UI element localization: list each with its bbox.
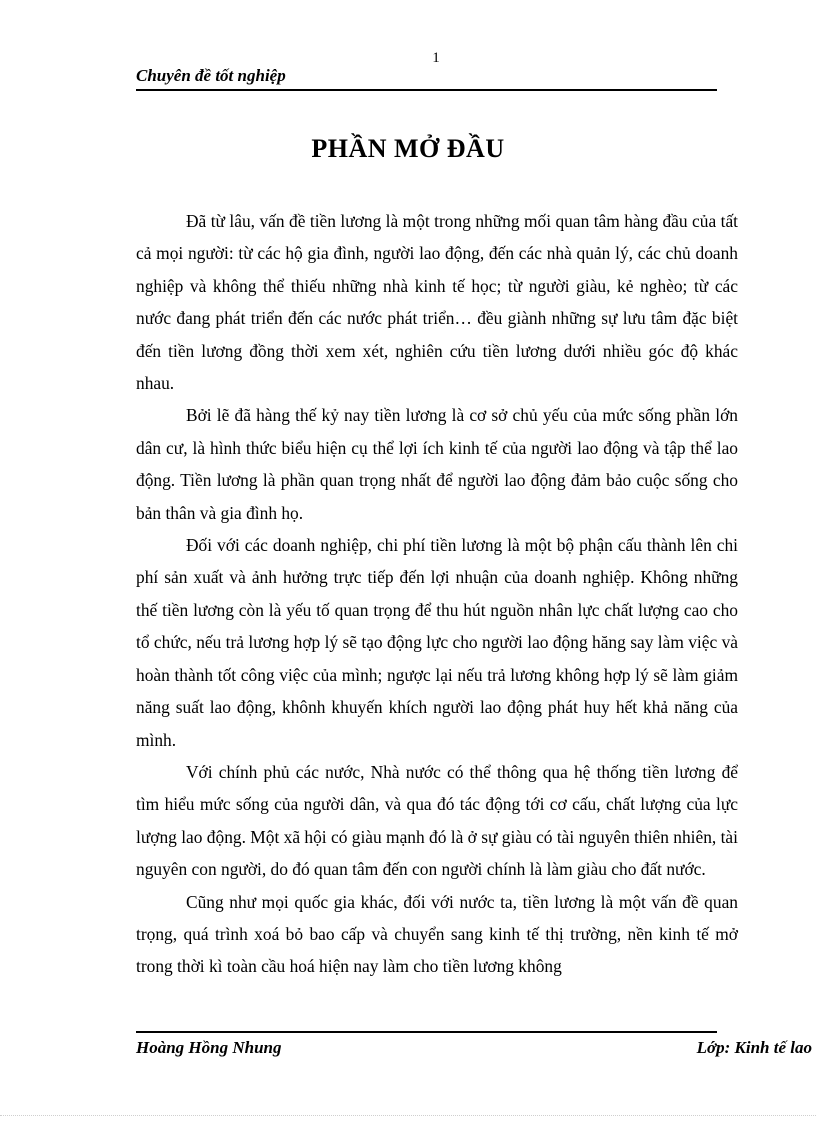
paragraph-2: Bởi lẽ đã hàng thế kỷ nay tiền lương là cơ sở chủ yếu của mức sống phần lớn dân cư, là hình thức biểu hiện cụ thể lợi ích kinh tế của người lao động và tập thể lao động. Tiền lương là phần quan trọng nhất để người lao động đảm bảo cuộc sống cho bản thân và gia đình họ. — [136, 405, 738, 523]
paragraph-4: Với chính phủ các nước, Nhà nước có thể thông qua hệ thống tiền lương để tìm hiểu mức sống của người dân, và qua đó tác động tới cơ cấu, chất lượng của lực lượng lao động. Một xã hội có giàu mạnh đó là ở sự giàu có tài nguyên thiên nhiên, tài nguyên con người, do đó quan tâm đến con người chính là làm giàu cho đất nước. — [136, 761, 738, 880]
header-title: Chuyên đề tốt nghiệp — [136, 66, 286, 85]
footer-divider — [136, 1031, 717, 1033]
page-edge-divider — [0, 1115, 816, 1116]
section-title: PHẦN MỞ ĐẦU — [311, 134, 505, 163]
footer-class-label: Lớp: Kinh tế lao — [696, 1038, 812, 1057]
paragraph-5: Cũng như mọi quốc gia khác, đối với nước ta, tiền lương là một vấn đề quan trọng, quá trình xoá bỏ bao cấp và chuyển sang kinh tế thị trường, nền kinh tế mở trong thời kì toàn cầu hoá hiện nay làm cho tiền lương không — [136, 891, 738, 977]
document-body — [136, 205, 738, 983]
page-number: 1 — [432, 50, 440, 66]
header-divider — [136, 89, 717, 91]
footer-author: Hoàng Hồng Nhung — [136, 1038, 282, 1057]
paragraph-1: Đã từ lâu, vấn đề tiền lương là một trong những mối quan tâm hàng đầu của tất cả mọi người: từ các hộ gia đình, người lao động, đến các nhà quản lý, các chủ doanh nghiệp và không thể thiếu những nhà kinh tế học; từ người giàu, kẻ nghèo; từ các nước đang phát triển đến các nước phát triển… đều giành những sự lưu tâm đặc biệt đến tiền lương đồng thời xem xét, nghiên cứu tiền lương dưới nhiều góc độ khác nhau. — [136, 211, 738, 394]
paragraph-3: Đối với các doanh nghiệp, chi phí tiền lương là một bộ phận cấu thành lên chi phí sản xuất và ảnh hưởng trực tiếp đến lợi nhuận của doanh nghiệp. Không những thế tiền lương còn là yếu tố quan trọng để thu hút nguồn nhân lực chất lượng cao cho tổ chức, nếu trả lương hợp lý sẽ tạo động lực cho người lao động hăng say làm việc và hoàn thành tốt công việc của mình; ngược lại nếu trả lương không hợp lý sẽ làm giảm năng suất lao động, khônh khuyến khích người lao động phát huy hết khả năng của mình. — [136, 535, 738, 750]
